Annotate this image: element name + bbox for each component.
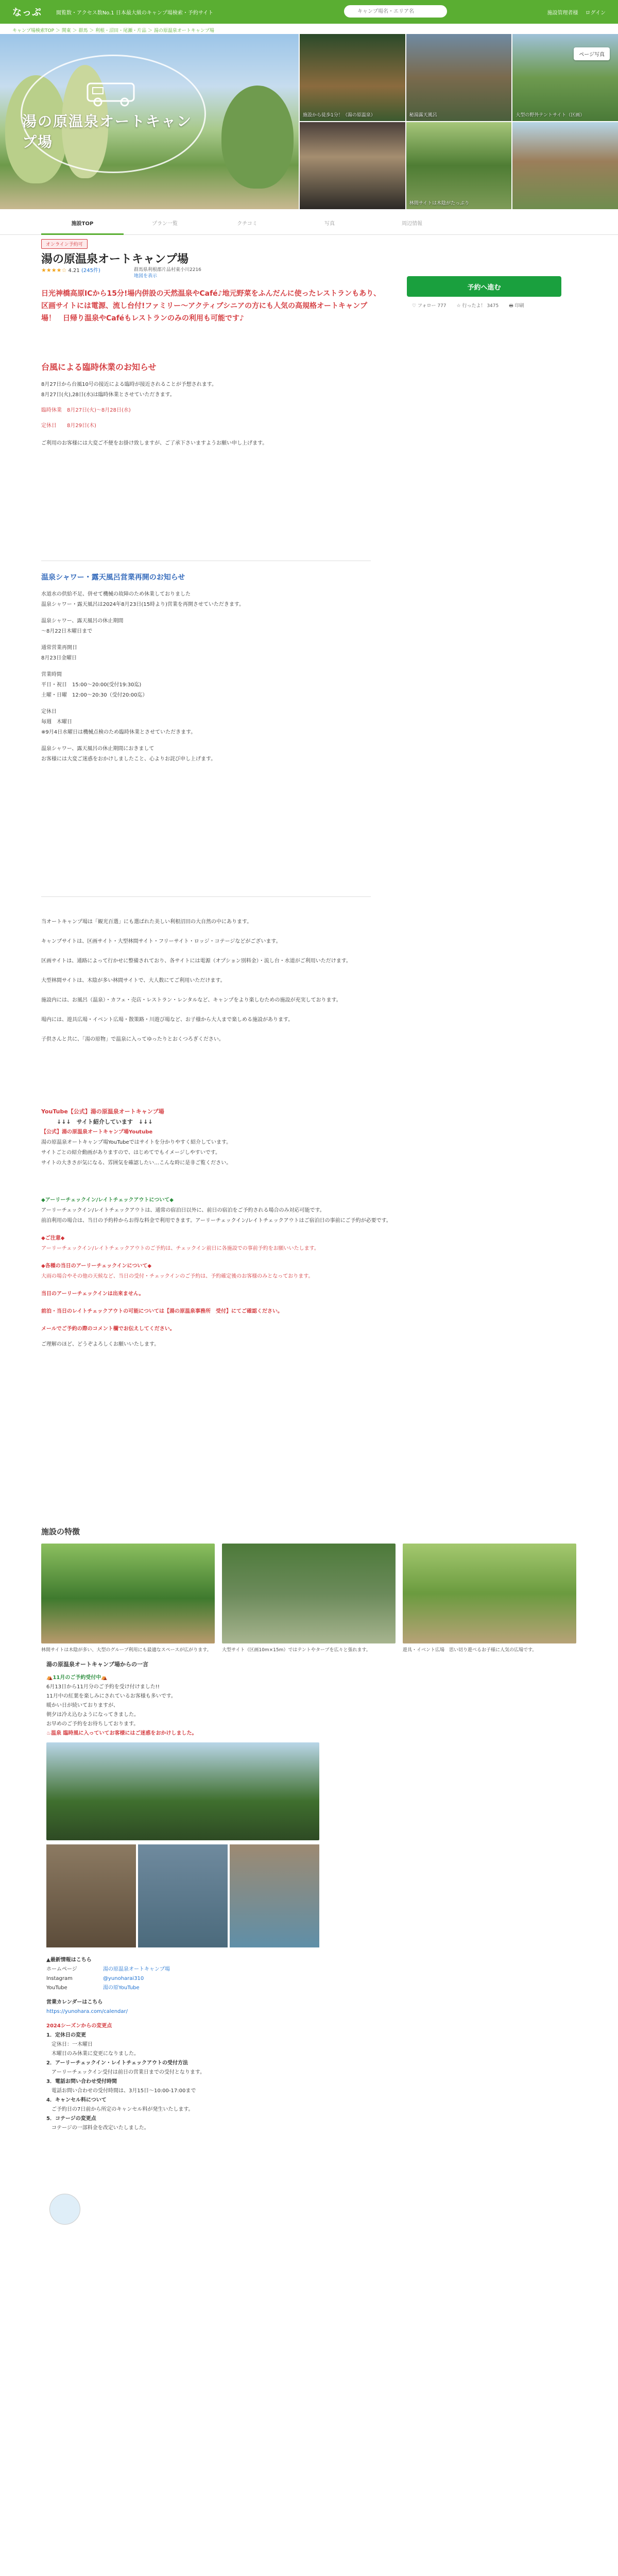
feed-header: 湯の原温泉オートキャンプ場からの一言 <box>46 1661 148 1668</box>
hero-caption: 林間サイトは木陰がたっぷり <box>409 201 470 206</box>
notice-line <box>41 738 371 744</box>
notice-closure-date: 臨時休業 8月27日(火)〜8月28日(水) <box>41 408 131 413</box>
notice-line <box>41 637 371 643</box>
top-bar <box>0 0 618 24</box>
login-link[interactable]: ログイン <box>585 10 606 16</box>
checkin-warning: アーリーチェックイン/レイトチェックアウトのご予約は、チェックイン前日に各施設での事前予約をお願いいたします。 <box>41 1246 319 1251</box>
reserve-button[interactable]: 予約へ進む <box>407 276 561 297</box>
season-change-item: ご予約日の7日前から所定のキャンセル料が発生いたします。 <box>46 2107 194 2112</box>
feed-link[interactable]: @yunoharai310 <box>103 1976 144 1981</box>
breadcrumb[interactable]: キャンプ場検索TOP ＞ 関東 ＞ 群馬 ＞ 利根・沼田・尾瀬・片品 ＞ 湯の原温泉オートキャンプ場 <box>12 28 214 33</box>
about-paragraph: 子供さんと共に、「湯の原物」で温泉に入ってゆったりとおくつろぎください。 <box>41 1037 224 1042</box>
hero-thumbnail-grid <box>300 34 618 209</box>
checkin-warning-heading: ◆ご注意◆ <box>41 1235 65 1241</box>
print-button[interactable]: 🖶 印刷 <box>509 303 524 309</box>
hero-main-image[interactable] <box>0 34 299 209</box>
feed-links <box>46 1965 319 1993</box>
feed-link[interactable]: 湯の原YouTube <box>103 1985 140 1991</box>
checkin-warning-heading: ◆各種の当日のアーリーチェックインについて◆ <box>41 1263 152 1269</box>
about-paragraph: 区画サイトは、通路によって行かせに整備されており、各サイトには電源（オプション別料金）・流し台・水道がご利用いただけます。 <box>41 958 351 964</box>
feed-line: 暖かい日が続いておりますが、 <box>46 1703 118 1708</box>
camper-icon <box>82 76 144 107</box>
rating <box>41 266 100 274</box>
about-paragraph: 施設内には、お風呂（温泉）・カフェ・売店・レストラン・レンタルなど、キャンプをより楽しむための施設が充実しております。 <box>41 997 341 1003</box>
site-logo[interactable]: なっぷ <box>12 7 42 18</box>
feed-link-row <box>46 1974 319 1984</box>
season-change-item: 1．定休日の変更 <box>46 2032 86 2038</box>
calendar-label: 営業カレンダーはこちら <box>46 1999 103 2005</box>
season-change-item: 電話お問い合わせの受付時間は、3月15日〜10:00-17:00まで <box>46 2088 196 2094</box>
feed-hot-spring-image <box>46 1742 319 1840</box>
checkin-warning: 大雨の場合やその他の天候など、当日の受付・チェックインのご予約は、予約確定後のお客様のみとなっております。 <box>41 1274 314 1279</box>
visited-button[interactable]: ☆ 行ったよ！ 3475 <box>456 303 499 309</box>
notice-line <box>41 610 371 616</box>
online-booking-badge: オンライン予約可 <box>41 239 88 249</box>
facility-feed <box>46 1660 319 2133</box>
notice-line: 8月23日金曜日 <box>41 655 77 661</box>
page-tabs <box>0 209 618 235</box>
checkin-heading: ◆アーリーチェックイン/レイトチェックアウトについて◆ <box>41 1197 174 1203</box>
notice-line: 土曜・日曜 12:00〜20:30（受付20:00迄） <box>41 692 148 698</box>
follow-button[interactable]: ♡ フォロー 777 <box>412 303 447 309</box>
action-buttons <box>412 302 524 310</box>
checkin-warning: 前泊・当日のレイトチェックアウトの可能については【湯の原温泉事務所 受付】にてご確認ください。 <box>41 1309 283 1314</box>
hero-thumb[interactable] <box>406 34 512 121</box>
feature-caption: 林間サイトは木陰が多い、大型のグループ利用にも最適なスペースが広がります。 <box>41 1648 212 1653</box>
checkin-text: 前泊利用の場合は、当日の予約枠からお得な料金で利用できます。アーリーチェックイン/レイトチェックアウトはご宿泊日の事前にご予約が必要です。 <box>41 1218 391 1224</box>
star-rating-icon: ★★★★☆ <box>41 267 67 274</box>
hero-caption: 施設から徒歩1分！（湯の原温泉） <box>303 113 375 118</box>
feature-image <box>41 1544 215 1643</box>
feed-link-label: YouTube <box>46 1985 67 1991</box>
tab-reviews[interactable]: クチコミ <box>237 221 258 227</box>
youtube-arrow-text: ↓↓↓ サイト紹介しています ↓↓↓ <box>57 1118 153 1125</box>
calendar-link[interactable]: https://yunohara.com/calendar/ <box>46 2009 128 2014</box>
season-change-item: アーリーチェックイン受付は前日の営業日までの受付となります。 <box>46 2070 205 2075</box>
feed-line: 6月13日から11月分のご予約を受け付けました!! <box>46 1684 160 1690</box>
season-change-item: 3．電話お問い合わせ受付時間 <box>46 2079 117 2084</box>
tree-shape <box>221 86 294 189</box>
hero-thumb[interactable] <box>300 34 405 121</box>
season-change-item: 木曜日のみ休業に変更になりました。 <box>46 2051 139 2057</box>
notice-line: 通常営業再開日 <box>41 645 77 651</box>
checkin-text: ご理解のほど、どうぞよろしくお願いいたします。 <box>41 1342 160 1347</box>
about-paragraph: キャンプサイトは、区画サイト・大型林間サイト・フリーサイト・ロッジ・コテージなどがございます。 <box>41 939 281 944</box>
feature-caption: 遊具・イベント広場 思い切り遊べるお子様に人気の広場です。 <box>403 1648 537 1653</box>
season-change-item: 定休日：一木曜日 <box>46 2042 93 2047</box>
page-title: 湯の原温泉オートキャンプ場 <box>41 253 189 266</box>
feed-link-label: ホームページ <box>46 1967 77 1972</box>
feature-card[interactable] <box>41 1544 215 1654</box>
avatar <box>49 2194 80 2225</box>
notice-line: 温泉シャワー、露天風呂の休止期間におきまして <box>41 746 154 752</box>
address: 群馬県利根郡片品村東小川2216 <box>134 267 201 273</box>
notice-line: 〜8月22日木曜日まで <box>41 629 93 634</box>
photo-gallery-button[interactable]: ページ写真 <box>574 47 610 60</box>
feature-image <box>222 1544 396 1643</box>
feed-line: 11月中の紅葉を楽しみにされているお客様も多いです。 <box>46 1693 176 1699</box>
season-changes-list <box>46 2031 319 2133</box>
notice-line: 営業時間 <box>41 672 62 677</box>
rating-score: 4.21 <box>68 268 80 274</box>
notice-text: ご利用のお客様には大変ご不便をお掛け致しますが、ご了承下さいますようお願い申し上げます。 <box>41 440 268 446</box>
hero-logo-badge <box>21 55 206 173</box>
top-nav <box>56 8 213 16</box>
search-input[interactable] <box>344 5 447 18</box>
feed-line: ♨温泉 臨時風に入っていてお客様にはご迷惑をおかけしました。 <box>46 1731 197 1736</box>
notice-line: 水道水の供給不足、併せて機械の故障のため休業しておりました <box>41 591 191 597</box>
feed-link-row <box>46 1965 319 1974</box>
feed-line: 朝夕は冷え込むようになってきました。 <box>46 1712 139 1718</box>
notice-line <box>41 664 371 670</box>
notice-reopen <box>41 572 371 765</box>
feed-link[interactable]: 湯の原温泉オートキャンプ場 <box>103 1967 170 1972</box>
feed-photo-grid <box>46 1844 319 1947</box>
top-right-links <box>547 8 606 16</box>
hero-logo-text: 湯の原温泉オートキャンプ場 <box>22 113 193 150</box>
divider <box>41 896 371 897</box>
feed-photo <box>138 1844 228 1947</box>
season-change-item: 2．アーリーチェックイン・レイトチェックアウトの受付方法 <box>46 2060 188 2066</box>
about-paragraph: 当オートキャンプ場は「観光百選」にも選ばれた美しい利根沼田の大自然の中にあります。 <box>41 919 252 925</box>
notice-text: 8月27日から台風10号の接近による臨時が接近されることが予想されます。 <box>41 382 217 387</box>
notice-line <box>41 701 371 707</box>
features-grid <box>41 1544 577 1654</box>
season-change-item: 5．コテージの変更点 <box>46 2116 96 2122</box>
feature-card[interactable] <box>222 1544 396 1654</box>
notice-holiday-date: 定休日 8月29日(木) <box>41 423 96 429</box>
tab-plans[interactable]: プラン一覧 <box>152 221 178 227</box>
feed-line: ⛺11月のご予約受付中⛺ <box>46 1675 108 1681</box>
season-change-item: 4．キャンセル料について <box>46 2097 107 2103</box>
notice-line: 温泉シャワー、露天風呂の休止期間 <box>41 618 124 624</box>
notice-line: お客様には大変ご迷惑をおかけしましたこと、心よりお詫び申し上げます。 <box>41 756 216 762</box>
hero-thumb[interactable] <box>512 122 618 209</box>
feed-account-label: ▲最新情報はこちら <box>46 1957 92 1963</box>
notice-line: 毎週 木曜日 <box>41 719 72 725</box>
checkin-section <box>41 1195 556 1350</box>
hero-thumb[interactable] <box>406 122 512 209</box>
notice-line: 定休日 <box>41 709 57 715</box>
map-link[interactable]: 地図を表示 <box>134 274 158 279</box>
feed-photo <box>46 1844 136 1947</box>
tab-nearby[interactable]: 周辺情報 <box>402 221 422 227</box>
about-paragraph: 場内には、遊具広場・イベント広場・散策路・川遊び場など、お子様から大人まで楽しめる施設があります。 <box>41 1017 294 1023</box>
feature-image <box>403 1544 576 1643</box>
feed-body <box>46 1673 319 1738</box>
features-title: 施設の特徴 <box>41 1527 80 1536</box>
notice-line: 平日・祝日 15:00〜20:00(受付19:30迄) <box>41 682 142 688</box>
review-count-link[interactable]: (245件) <box>81 268 100 274</box>
youtube-text: サイトの大きさが気になる、雰囲気を確認したい…こんな時に是非ご覧ください。 <box>41 1160 232 1166</box>
checkin-text: アーリーチェックイン/レイトチェックアウトは、通常の宿泊日以外に、前日の宿泊をご予約される場合のみ対応可能です。 <box>41 1208 325 1213</box>
facility-admin-link[interactable]: 施設管理者様 <box>547 10 578 16</box>
youtube-link[interactable]: 【公式】湯の原温泉オートキャンプ場Youtube <box>41 1129 153 1135</box>
intro-text: 日光神橋高原ICから15分!場内併設の天然温泉やCafé♪地元野菜をふんだんに使ったレストランもあり、区画サイトには電源、流し台付!ファミリー〜アクティブシニアの方にも人気の高規格オートキャンプ場！ 日帰り温泉やCaféもレストランのみの利用も可能です♪ <box>41 290 381 323</box>
about-text <box>41 917 556 1054</box>
hero-caption: 大型の野外テントサイト（区画） <box>516 113 585 118</box>
notice-reopen-title: 温泉シャワー・露天風呂営業再開のお知らせ <box>41 573 185 582</box>
hero-gallery <box>0 34 618 209</box>
about-paragraph: 大型林間サイトは、木陰が多い林間サイトで、大人数にてご利用いただけます。 <box>41 978 226 984</box>
hero-thumb[interactable] <box>300 122 405 209</box>
feature-card[interactable] <box>403 1544 576 1654</box>
tab-photos[interactable]: 写真 <box>324 221 335 227</box>
youtube-text: サイトごとの紹介動画がありますので、はじめてでもイメージしやすいです。 <box>41 1150 220 1156</box>
season-change-item: コテージの一部料金を改定いたしました。 <box>46 2125 149 2131</box>
notice-line: 温泉シャワー・露天風呂は2024年8月23日(15時より)営業を再開させていただきます。 <box>41 602 245 607</box>
youtube-heading: YouTube【公式】湯の原温泉オートキャンプ場 <box>41 1108 164 1115</box>
feed-link-row <box>46 1984 319 1993</box>
season-changes-title: 2024シーズンからの変更点 <box>46 2023 112 2029</box>
feature-caption: 大型サイト（区画10m×15m）ではテントやタープを広々と張れます。 <box>222 1648 371 1653</box>
top-nav-item[interactable]: 閲覧数・アクセス数No.1 日本最大級のキャンプ場検索・予約サイト <box>56 10 214 16</box>
tab-top[interactable]: 施設TOP <box>41 209 124 235</box>
youtube-section <box>41 1107 371 1168</box>
checkin-warning: メールでご予約の際のコメント欄でお伝えしてください。 <box>41 1326 175 1332</box>
feed-line: お早めのご予約をお待ちしております。 <box>46 1721 139 1727</box>
youtube-text: 湯の原温泉オートキャンプ場YouTubeではサイトを分かりやすく紹介しています。 <box>41 1140 232 1145</box>
notice-text: 8月27日(火),28日(水)は臨時休業とさせていただきます。 <box>41 392 175 398</box>
notice-reopen-body <box>41 589 371 765</box>
notice-closure <box>41 361 371 449</box>
notice-closure-title: 台風による臨時休業のお知らせ <box>41 362 157 372</box>
hero-caption: 秘湯露天風呂 <box>409 113 437 118</box>
feed-photo <box>230 1844 319 1947</box>
feed-link-label: Instagram <box>46 1976 73 1981</box>
notice-line: ※9月4日水曜日は機械点検のため臨時休業とさせていただきます。 <box>41 730 196 735</box>
checkin-warning: 当日のアーリーチェックインは出来ません。 <box>41 1291 144 1297</box>
